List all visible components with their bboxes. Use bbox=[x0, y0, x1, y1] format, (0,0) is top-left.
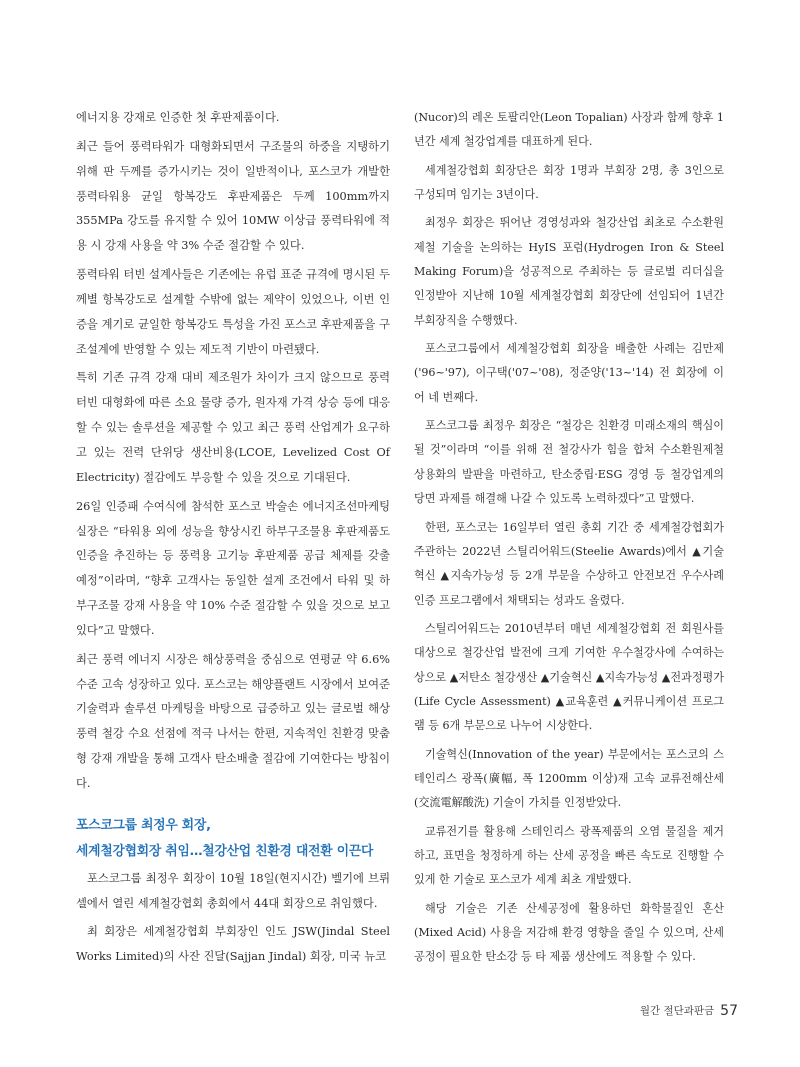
left-column bbox=[76, 106, 390, 974]
paragraph: 세계철강협회 회장단은 회장 1명과 부회장 2명, 총 3인으로 구성되며 임기는 3년이다. bbox=[414, 163, 724, 202]
paragraph: 포스코그룹에서 세계철강협회 회장을 배출한 사례는 김만제('96~'97), 이구택('07~'08), 정준양('13~'14) 전 회장에 이어 네 번째다. bbox=[414, 342, 724, 404]
paragraph: 최근 풍력 에너지 시장은 해상풍력을 중심으로 연평균 약 6.6% 수준 고속 성장하고 있다. 포스코는 해양플랜트 시장에서 보여준 기술력과 솔루션 마케팅을 바탕으로 급증하고 있는 글로벌 해상풍력 철강 수요 선점에 적극 나서는 한편, 지속적인 친환경 맞춤형 강재 개발을 통해 고객사 탄소배출 절감에 기여한다는 방침이다. bbox=[76, 652, 390, 790]
paragraph: 최정우 회장은 뛰어난 경영성과와 철강산업 최초로 수소환원제철 기술을 논의하는 HyIS 포럼(Hydrogen Iron & Steel Making Forum)을 성공적으로 주최하는 등 글로벌 리더십을 인정받아 지난해 10월 세계철강협회 회장단에 선임되어 1년간 부회장직을 수행했다. bbox=[414, 216, 724, 327]
paragraph: (Nucor)의 레온 토팔리안(Leon Topalian) 사장과 함께 향후 1년간 세계 철강업계를 대표하게 된다. bbox=[414, 111, 724, 149]
magazine-name: 월간 절단과판금 bbox=[639, 1005, 715, 1017]
section-heading bbox=[76, 813, 390, 865]
paragraph: 해당 기술은 기존 산세공정에 활용하던 화학물질인 혼산(Mixed Acid) 사용을 저감해 환경 영향을 줄일 수 있으며, 산세공정이 필요한 탄소강 등 타 제품 생산에도 적용할 수 있다. bbox=[414, 901, 724, 964]
page-footer bbox=[640, 1000, 738, 1019]
paragraph: 포스코그룹 최정우 회장은 “철강은 친환경 미래소재의 핵심이 될 것”이라며 “이를 위해 전 철강사가 힘을 합쳐 수소환원제철 상용화의 발판을 마련하고, 탄소중립·ESG 경영 등 철강업계의 당면 과제를 해결해 나갈 수 있도록 노력하겠다”고 말했다. bbox=[414, 419, 724, 506]
paragraph: 기술혁신(Innovation of the year) 부문에서는 포스코의 스테인리스 광폭(廣幅, 폭 1200mm 이상)재 고속 교류전해산세(交流電解酸洗) 기술이 가치를 인정받았다. bbox=[414, 747, 724, 810]
paragraph: 스틸리어워드는 2010년부터 매년 세계철강협회 전 회원사를 대상으로 철강산업 발전에 크게 기여한 우수철강사에 수여하는 상으로 ▲저탄소 철강생산 ▲기술혁신 ▲지속가능성 ▲전과정평가(Life Cycle Assessment) ▲교육훈련 ▲커뮤니케이션 프로그램 등 6개 부문으로 나누어 시상한다. bbox=[414, 621, 724, 733]
paragraph: 교류전기를 활용해 스테인리스 광폭제품의 오염 물질을 제거하고, 표면을 청정하게 하는 산세 공정을 빠른 속도로 진행할 수 있게 한 기술로 포스코가 세계 최초 개발했다. bbox=[414, 824, 724, 887]
page-number: 57 bbox=[720, 1002, 738, 1019]
section-heading-line-2: 세계철강협회장 취임…철강산업 친환경 대전환 이끈다 bbox=[76, 843, 374, 859]
paragraph: 26일 인증패 수여식에 참석한 포스코 박술손 에너지조선마케팅실장은 “타워용 외에 성능을 향상시킨 하부구조물용 후판제품도 인증을 추진하는 등 풍력용 고기능 후판제품 공급 체제를 갖출 예정”이라며, “향후 고객사는 동일한 설계 조건에서 타워 및 하부구조물 강재 사용을 약 10% 수준 절감할 수 있을 것으로 보고 있다”고 말했다. bbox=[76, 499, 390, 637]
paragraph: 풍력타워 터빈 설계사들은 기존에는 유럽 표준 규격에 명시된 두께별 항복강도로 설계할 수밖에 없는 제약이 있었으나, 이번 인증을 계기로 균일한 항복강도 특성을 가진 포스코 후판제품을 구조설계에 반영할 수 있는 제도적 기반이 마련됐다. bbox=[76, 268, 390, 356]
paragraph: 특히 기존 규격 강재 대비 제조원가 차이가 크지 않으므로 풍력터빈 대형화에 따른 소요 물량 증가, 원자재 가격 상승 등에 대응할 수 있는 솔루션을 제공할 수 있고 최근 풍력 산업계가 요구하고 있는 전력 단위당 생산비용(LCOE, Levelized Cost Of Electricity) 절감에도 부응할 수 있을 것으로 기대된다. bbox=[76, 371, 390, 484]
right-column bbox=[414, 106, 724, 974]
paragraph: 최 회장은 세계철강협회 부회장인 인도 JSW(Jindal Steel Works Limited)의 사잔 진달(Sajjan Jindal) 회장, 미국 뉴코 bbox=[76, 925, 390, 964]
paragraph: 에너지용 강재로 인증한 첫 후판제품이다. bbox=[76, 111, 280, 124]
paragraph: 한편, 포스코는 16일부터 열린 총회 기간 중 세계철강협회가 주관하는 2022년 스틸리어워드(Steelie Awards)에서 ▲기술혁신 ▲지속가능성 등 2개 부문을 수상하고 안전보건 우수사례 인증 프로그램에서 채택되는 성과도 올렸다. bbox=[414, 520, 724, 607]
paragraph: 최근 들어 풍력타워가 대형화되면서 구조물의 하중을 지탱하기 위해 판 두께를 증가시키는 것이 일반적이나, 포스코가 개발한 풍력타워용 균일 항복강도 후판제품은 두께 100mm까지 355MPa 강도를 유지할 수 있어 10MW 이상급 풍력타워에 적용 시 강재 사용을 약 3% 수준 절감할 수 있다. bbox=[76, 139, 390, 253]
section-heading-line-1: 포스코그룹 최정우 회장, bbox=[76, 817, 211, 833]
paragraph: 포스코그룹 최정우 회장이 10월 18일(현지시간) 벨기에 브뤼셀에서 열린 세계철강협회 총회에서 44대 회장으로 취임했다. bbox=[76, 871, 390, 910]
